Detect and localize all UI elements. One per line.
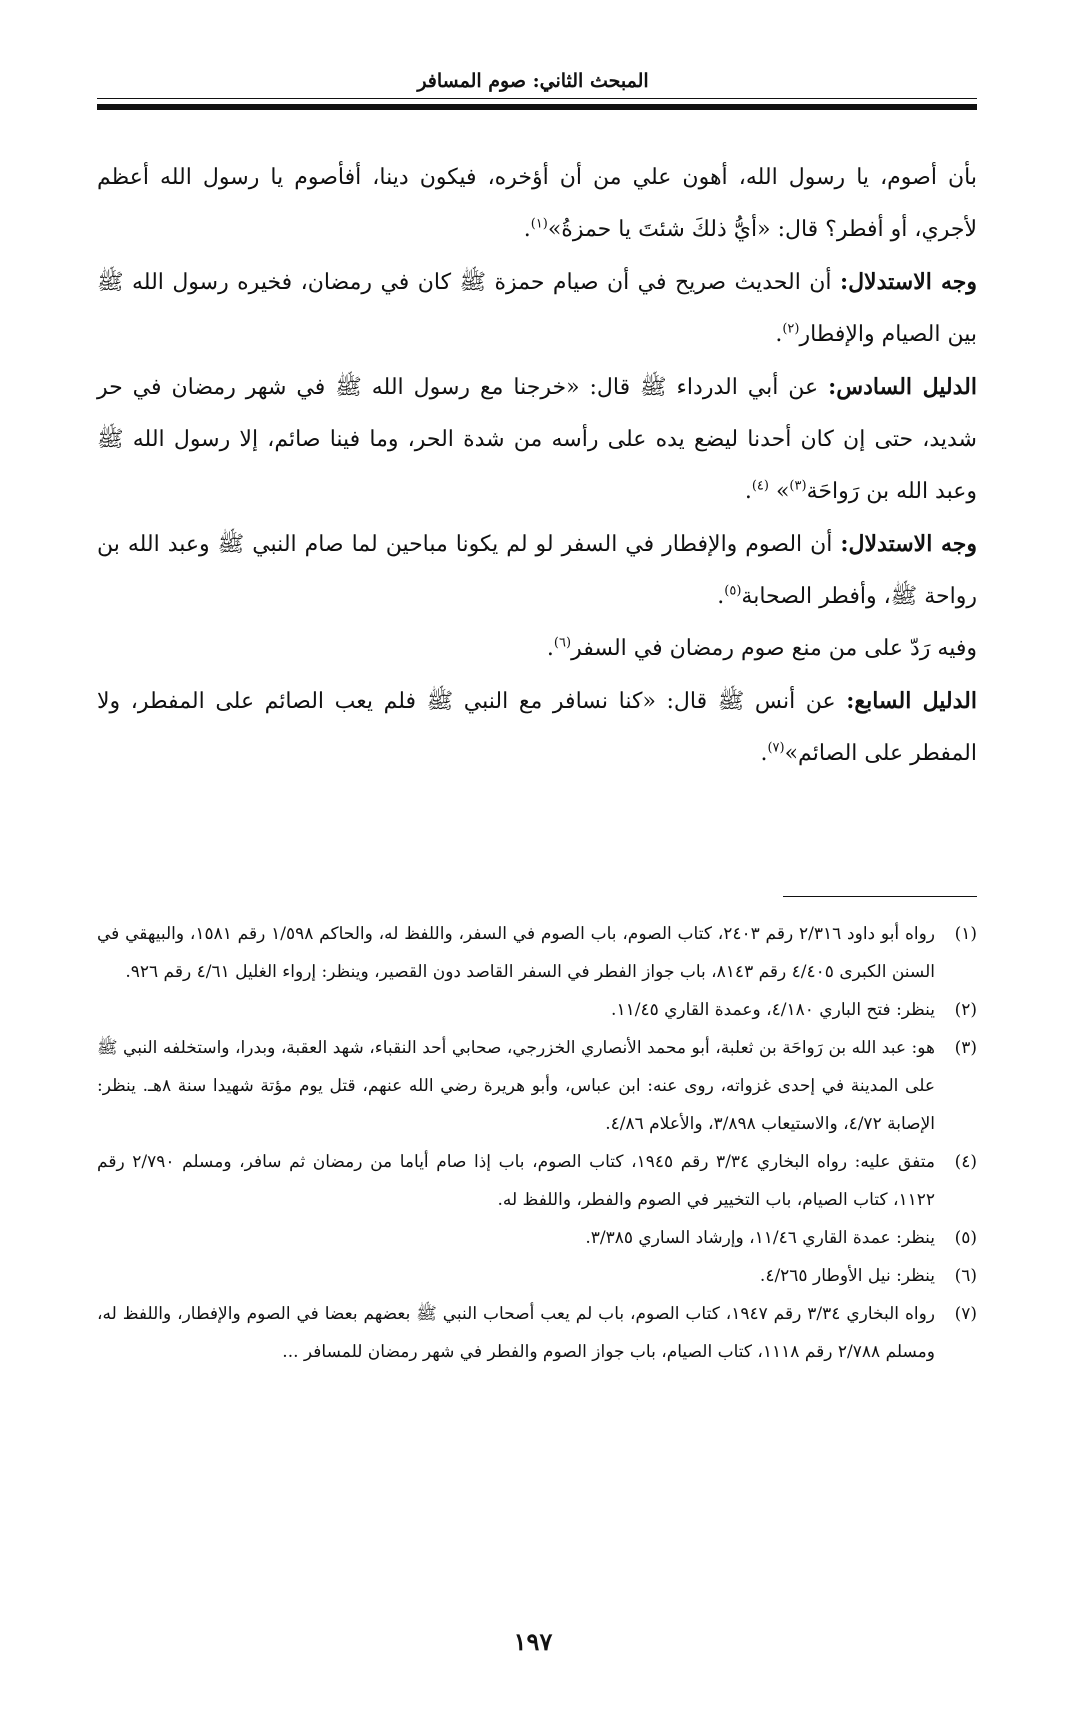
paragraph-text: بأن أصوم، يا رسول الله، أهون علي من أن أؤخره، فيكون دينا، أفأصوم يا رسول الله أعظم لأجري، أو أفطر؟ قال: «أيُّ ذلكَ شئتَ يا حمزةُ» bbox=[97, 165, 977, 242]
paragraph-inference-6 bbox=[97, 518, 977, 623]
paragraph-inference-5 bbox=[97, 256, 977, 361]
paragraph-end: . bbox=[775, 322, 783, 347]
footnote-ref: (٤) bbox=[751, 478, 769, 494]
footnote-text: ينظر: نيل الأوطار ٤/٢٦٥. bbox=[759, 1266, 935, 1286]
footnote-number: (٢) bbox=[954, 1000, 977, 1020]
section-label: الدليل السادس: bbox=[828, 374, 977, 400]
header-rule-thick bbox=[97, 104, 977, 110]
footnote bbox=[97, 991, 977, 1029]
footnote-number: (٧) bbox=[954, 1304, 977, 1324]
footnote-ref: (١) bbox=[530, 216, 548, 232]
footnote bbox=[97, 1219, 977, 1257]
footnote-number: (٥) bbox=[954, 1228, 977, 1248]
paragraph-end: . bbox=[760, 741, 768, 766]
footnote bbox=[97, 915, 977, 991]
running-header-title: المبحث الثاني: صوم المسافر bbox=[417, 70, 649, 92]
footnote-number: (٤) bbox=[954, 1152, 977, 1172]
footnote-separator bbox=[783, 896, 977, 897]
footnote-number: (٣) bbox=[954, 1038, 977, 1058]
footnote-text: هو: عبد الله بن رَواحَة بن ثعلبة، أبو محمد الأنصاري الخزرجي، صحابي أحد النقباء، شهد العقبة، وبدرا، واستخلفه النبي ﷺ على المدينة في إحدى غزواته، روى عنه: ابن عباس، وأبو هريرة رضي الله عنهم، قتل يوم مؤتة شهيدا سنة ٨هـ. ينظر: الإصابة ٤/٧٢، والاستيعاب ٣/٨٩٨، والأعلام ٤/٨٦. bbox=[97, 1038, 936, 1134]
paragraph-evidence-7 bbox=[97, 675, 977, 780]
footnote-text: رواه أبو داود ٢/٣١٦ رقم ٢٤٠٣، كتاب الصوم، باب الصوم في السفر، واللفظ له، والحاكم ١/٥٩٨ رقم ١٥٨١، والبيهقي في السنن الكبرى ٤/٤٠٥ رقم ٨١٤٣، باب جواز الفطر في السفر القاصد دون القصير، وينظر: إرواء الغليل ٤/٦١ رقم ٩٢٦. bbox=[97, 924, 935, 982]
paragraph-text: وفيه رَدّ على من منع صوم رمضان في السفر bbox=[571, 636, 977, 661]
footnote-ref: (٢) bbox=[782, 321, 800, 337]
footnote-ref: (٧) bbox=[767, 740, 785, 756]
footnote-text: رواه البخاري ٣/٣٤ رقم ١٩٤٧، كتاب الصوم، باب لم يعب أصحاب النبي ﷺ بعضهم بعضا في الصوم والإفطار، واللفظ له، ومسلم ٢/٧٨٨ رقم ١١١٨، كتاب الصيام، باب جواز الصوم والفطر في شهر رمضان للمسافر ... bbox=[97, 1304, 935, 1362]
header-rule-thin bbox=[97, 98, 977, 99]
paragraph-end: . bbox=[717, 584, 725, 609]
footnote bbox=[97, 1295, 977, 1371]
paragraph-text: أن الصوم والإفطار في السفر لو لم يكونا مباحين لما صام النبي ﷺ وعبد الله بن رواحة ﷺ، وأفطر الصحابة bbox=[97, 532, 977, 609]
section-label: وجه الاستدلال: bbox=[839, 269, 977, 295]
section-label: الدليل السابع: bbox=[846, 688, 977, 714]
section-label: وجه الاستدلال: bbox=[840, 531, 978, 557]
paragraph-text: عن أبي الدرداء ﷺ قال: «خرجنا مع رسول الله ﷺ في شهر رمضان في حر شديد، حتى إن كان أحدنا ليضع يده على رأسه من شدة الحر، وما فينا صائم، إلا رسول الله ﷺ وعبد الله بن رَواحَة bbox=[97, 375, 977, 504]
paragraph-end: . bbox=[546, 636, 554, 661]
footnote-text: متفق عليه: رواه البخاري ٣/٣٤ رقم ١٩٤٥، كتاب الصوم، باب إذا صام أياما من رمضان ثم سافر، ومسلم ٢/٧٩٠ رقم ١١٢٢، كتاب الصيام، باب التخيير في الصوم والفطر، واللفظ له. bbox=[97, 1152, 936, 1210]
footnote bbox=[97, 1143, 977, 1219]
paragraph-evidence-6 bbox=[97, 361, 977, 518]
footnote-text: ينظر: فتح الباري ٤/١٨٠، وعمدة القاري ١١/٤٥. bbox=[611, 1000, 935, 1020]
paragraph-end: . bbox=[523, 217, 531, 242]
footnotes bbox=[97, 915, 977, 1371]
paragraph-text: أن الحديث صريح في أن صيام حمزة ﷺ كان في رمضان، فخيره رسول الله ﷺ بين الصيام والإفطار bbox=[97, 270, 977, 347]
footnote-number: (٦) bbox=[954, 1266, 977, 1286]
paragraph-rebuttal bbox=[97, 623, 977, 675]
footnote-text: ينظر: عمدة القاري ١١/٤٦، وإرشاد الساري ٣/٣٨٥. bbox=[585, 1228, 935, 1248]
paragraph-text: عن أنس ﷺ قال: «كنا نسافر مع النبي ﷺ فلم يعب الصائم على المفطر، ولا المفطر على الصائم» bbox=[97, 689, 977, 766]
footnote-ref: (٦) bbox=[553, 635, 572, 651]
paragraph-hadith-continuation bbox=[97, 152, 977, 256]
page-number: ١٩٧ bbox=[513, 1627, 553, 1656]
footnote bbox=[97, 1029, 977, 1143]
footnote bbox=[97, 1257, 977, 1295]
footnote-number: (١) bbox=[954, 924, 977, 944]
main-text bbox=[97, 152, 977, 780]
footnote-ref: (٣) bbox=[789, 478, 807, 494]
footnote-ref: (٥) bbox=[724, 583, 742, 599]
paragraph-end: . bbox=[744, 479, 752, 504]
quote-close: » bbox=[768, 479, 790, 504]
